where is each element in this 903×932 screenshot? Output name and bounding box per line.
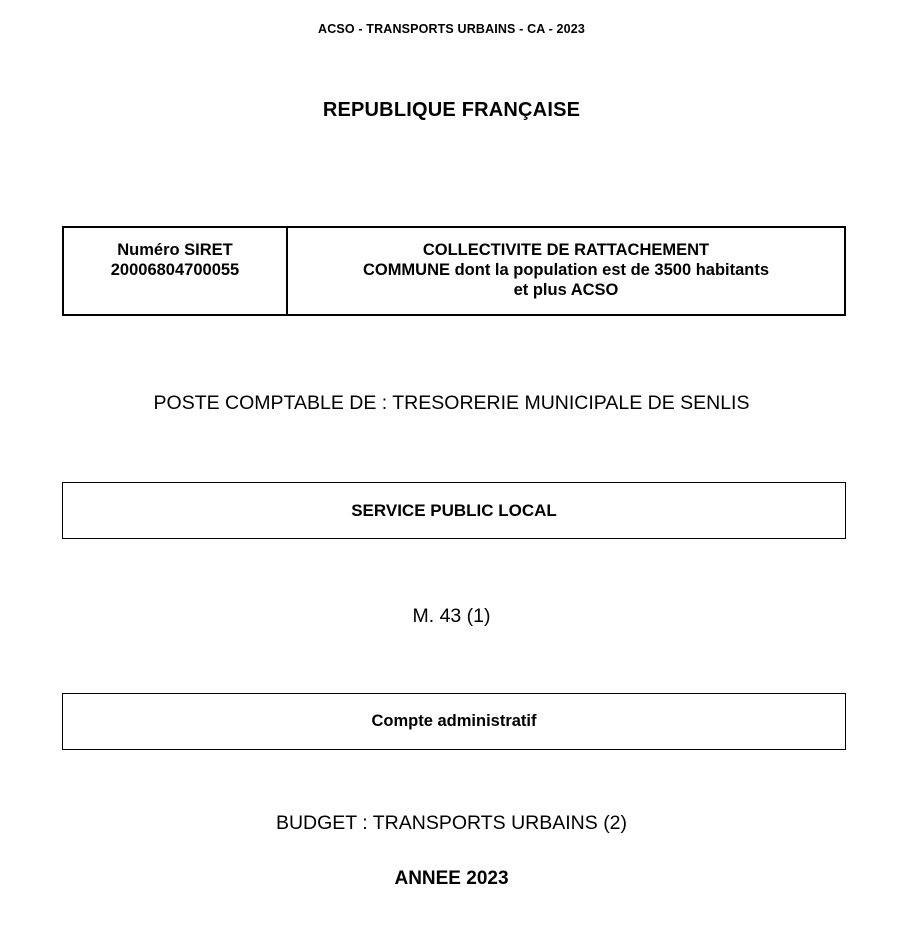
table-row (63, 227, 845, 315)
service-public-local-label: SERVICE PUBLIC LOCAL (351, 500, 557, 520)
collectivite-cell (287, 227, 845, 315)
identification-table (62, 226, 846, 316)
running-header: ACSO - TRANSPORTS URBAINS - CA - 2023 (318, 22, 585, 36)
compte-administratif-label: Compte administratif (371, 712, 537, 730)
compte-administratif-box (62, 693, 846, 750)
service-public-local-box (62, 482, 846, 539)
poste-comptable-line: POSTE COMPTABLE DE : TRESORERIE MUNICIPALE DE SENLIS (153, 392, 750, 414)
collectivite-heading: COLLECTIVITE DE RATTACHEMENT (422, 241, 710, 259)
nomenclature-line: M. 43 (1) (412, 605, 491, 627)
page-title: REPUBLIQUE FRANÇAISE (322, 99, 581, 121)
annee-line: ANNEE 2023 (394, 868, 509, 889)
siret-value: 20006804700055 (110, 261, 240, 279)
collectivite-description-line-1: COMMUNE dont la population est de 3500 habitants (362, 261, 770, 279)
siret-cell (63, 227, 287, 315)
siret-label: Numéro SIRET (117, 241, 233, 259)
collectivite-description-line-2: et plus ACSO (513, 281, 619, 299)
budget-line: BUDGET : TRANSPORTS URBAINS (2) (275, 812, 628, 834)
